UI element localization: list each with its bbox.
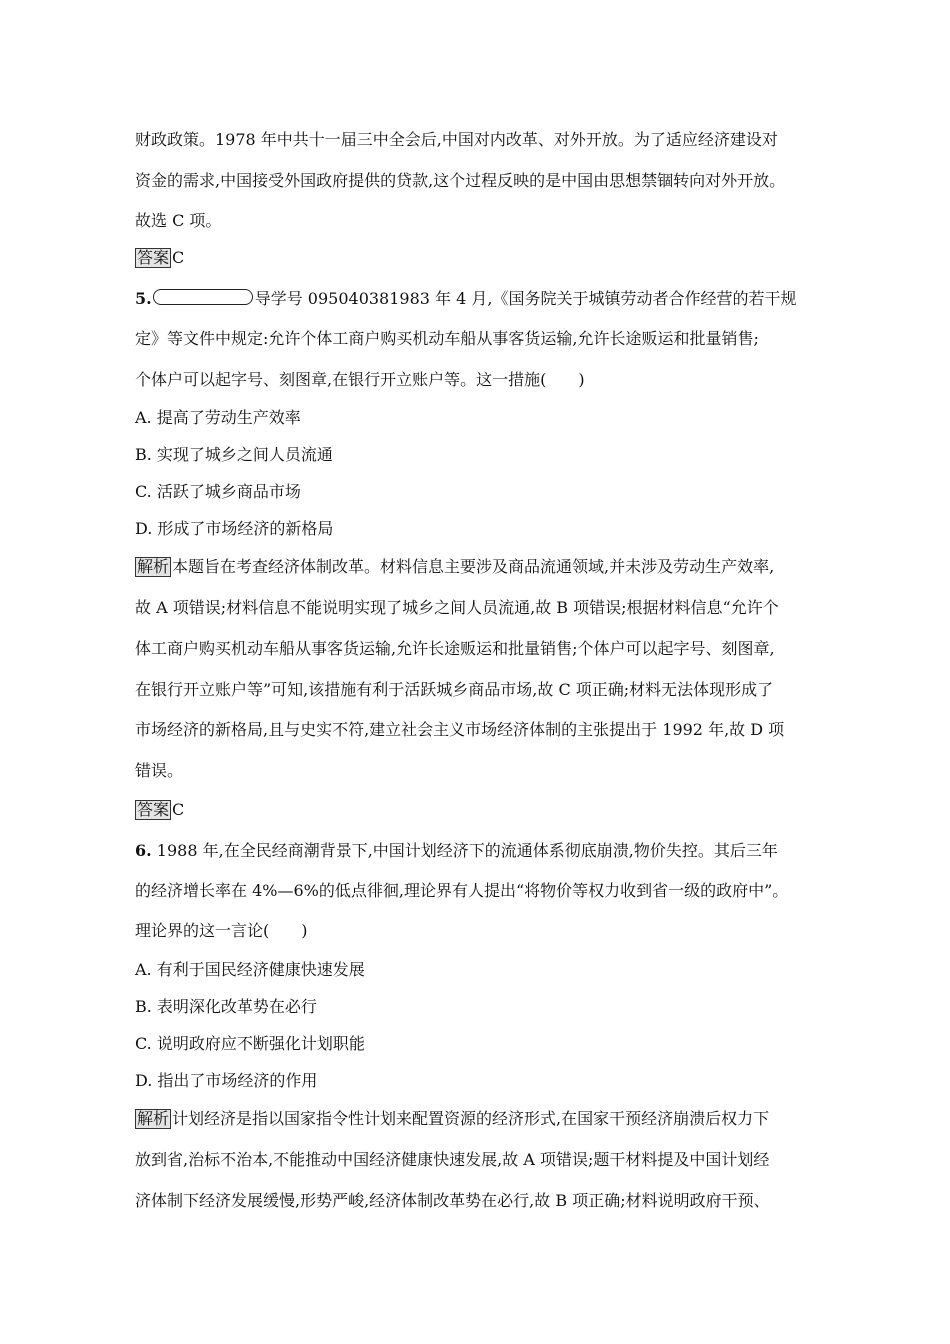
option-b: B. 表明深化改革势在必行 bbox=[135, 997, 317, 1016]
analysis-line: 错误。 bbox=[135, 761, 184, 780]
analysis-first-line bbox=[135, 557, 774, 577]
answer-value: C bbox=[172, 248, 185, 267]
question-5-stem-line: 个体户可以起字号、刻图章,在银行开立账户等。这一措施( ) bbox=[135, 370, 585, 389]
explanation-line: 故选 C 项。 bbox=[135, 211, 222, 230]
analysis-text: 计划经济是指以国家指令性计划来配置资源的经济形式,在国家干预经济崩溃后权力下 bbox=[172, 1109, 770, 1128]
option-a: A. 提高了劳动生产效率 bbox=[135, 408, 301, 427]
analysis-line: 市场经济的新格局,且与史实不符,建立社会主义市场经济体制的主张提出于 1992 年,故 D 项 bbox=[135, 720, 785, 739]
analysis-tag: 解析 bbox=[137, 1109, 170, 1128]
analysis-line: 济体制下经济发展缓慢,形势严峻,经济体制改革势在必行,故 B 项正确;材料说明政府干预、 bbox=[135, 1191, 770, 1210]
question-6-stem-line: 的经济增长率在 4%—6%的低点徘徊,理论界有人提出“将物价等权力收到省一级的政府中”。 bbox=[135, 881, 789, 900]
option-c: C. 活跃了城乡商品市场 bbox=[135, 482, 301, 501]
option-c: C. 说明政府应不断强化计划职能 bbox=[135, 1034, 365, 1053]
answer-row bbox=[135, 800, 184, 820]
option-a: A. 有利于国民经济健康快速发展 bbox=[135, 960, 365, 979]
explanation-line: 资金的需求,中国接受外国政府提供的贷款,这个过程反映的是中国由思想禁锢转向对外开放。 bbox=[135, 171, 786, 190]
option-b: B. 实现了城乡之间人员流通 bbox=[135, 445, 333, 464]
question-5-stem-line: 定》等文件中规定:允许个体工商户购买机动车船从事客货运输,允许长途贩运和批量销售; bbox=[135, 329, 759, 348]
analysis-line: 体工商户购买机动车船从事客货运输,允许长途贩运和批量销售;个体户可以起字号、刻图章, bbox=[135, 639, 775, 658]
analysis-line: 在银行开立账户等”可知,该措施有利于活跃城乡商品市场,故 C 项正确;材料无法体现形成了 bbox=[135, 680, 774, 699]
analysis-tag: 解析 bbox=[137, 557, 170, 576]
question-number: 5. bbox=[135, 289, 152, 308]
answer-tag: 答案 bbox=[137, 248, 170, 267]
answer-row bbox=[135, 248, 184, 268]
option-d: D. 形成了市场经济的新格局 bbox=[135, 519, 334, 538]
question-5-stem-line bbox=[135, 289, 796, 309]
question-stem-text: 导学号 095040381983 年 4 月,《国务院关于城镇劳动者合作经营的若干规 bbox=[254, 289, 797, 308]
question-number: 6. bbox=[135, 841, 152, 860]
analysis-line: 放到省,治标不治本,不能推动中国经济健康快速发展,故 A 项错误;题干材料提及中国计划经 bbox=[135, 1150, 770, 1169]
analysis-line: 故 A 项错误;材料信息不能说明实现了城乡之间人员流通,故 B 项错误;根据材料信息“允许个 bbox=[135, 598, 779, 617]
explanation-line: 财政政策。1978 年中共十一届三中全会后,中国对内改革、对外开放。为了适应经济建设对 bbox=[135, 130, 778, 149]
guide-number-box bbox=[153, 289, 253, 305]
question-6-stem-line bbox=[135, 841, 778, 861]
analysis-text: 本题旨在考查经济体制改革。材料信息主要涉及商品流通领域,并未涉及劳动生产效率, bbox=[172, 557, 775, 576]
option-d: D. 指出了市场经济的作用 bbox=[135, 1071, 318, 1090]
question-stem-text: 1988 年,在全民经商潮背景下,中国计划经济下的流通体系彻底崩溃,物价失控。其后三年 bbox=[156, 841, 778, 860]
analysis-first-line bbox=[135, 1109, 769, 1129]
question-6-stem-line: 理论界的这一言论( ) bbox=[135, 921, 308, 940]
answer-value: C bbox=[172, 800, 185, 819]
answer-tag: 答案 bbox=[137, 800, 170, 819]
